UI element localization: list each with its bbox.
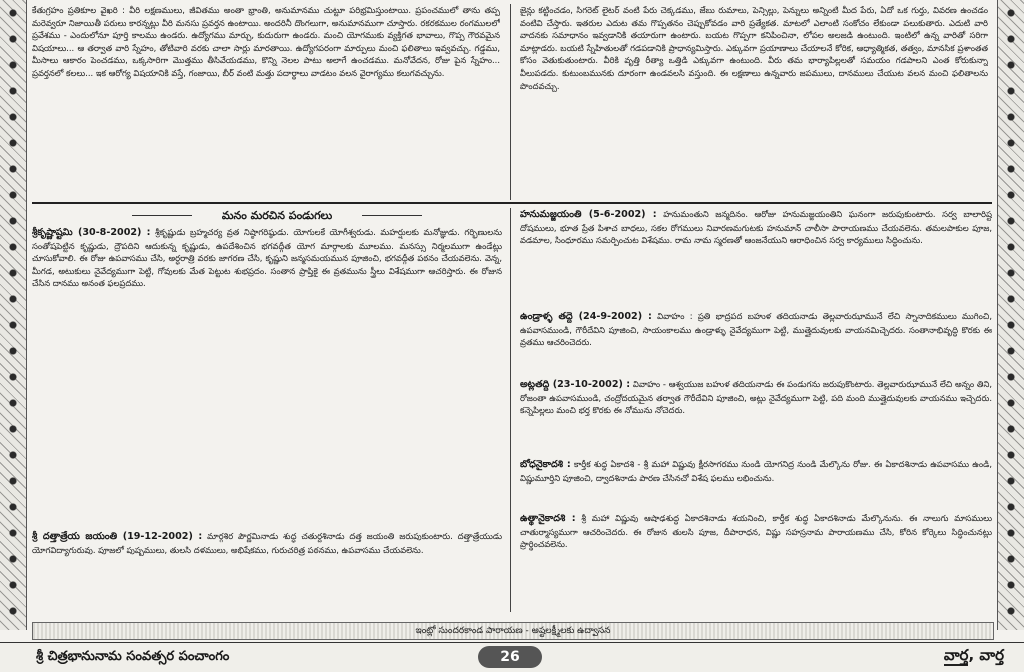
- undralla-paragraph: [520, 310, 992, 374]
- festivals-left-column: [32, 226, 502, 611]
- festivals-right-column: [520, 208, 992, 613]
- bodhana-paragraph: [520, 458, 992, 508]
- hanuman-heading: హనుమజ్జయంతి (5-6-2002) :: [520, 209, 657, 220]
- top-left-text: కేతుగ్రహం ప్రతికూల వైఖరి : వీరి లక్షణములు, జీవితము అంతా భ్రాంతి, అనుమానము చుట్టూ పరిభ్రమిస్తుంటాయి. ప్రపంచములో తాను తప్ప మరెవ్వరూ నిజాయితీ పరులు కారన్నట్లు వీరి మనసు ప్రవర్తన ఉంటాయి. అందరినీ దొంగలుగా, అనుమానముగా చూస్తారు. రకరకముల రంగములలో ప్రవేశము - ఎందులోనూ పూర్తి కాలము ఉండరు. ఉద్యోగము మార్చు, కుదురుగా ఉండరు. మంచి యోగముకు వ్యక్తిగత భావాలు, గొప్ప గౌరవమైన విషయాలు... ఆ తర్వాత వారి స్నేహం, తోటివారి వరకు చాలా సార్లు మారతాయి. ఉద్యోగపరంగా మార్పులు మంచి ఫలితాలు ఇవ్వవచ్చు. గడ్డము, మీసాలు ఆకారం పెంచడము, ఒక్కసారిగా మొత్తము తీసివేయడము, కొన్ని నెలల పాటు అలాగే ఉంచడము. మనోవేదన, రోజు పైన స్నేహం... ప్రవర్తనలో కలలు... ఇక ఆరోగ్య విషయానికి వస్తే, గంజాయి, బీర్ వంటి మత్తు పదార్థాలు వాడటం వలన వైరాగ్యము కలుగవచ్చును.: [32, 5, 500, 78]
- utthana-text: శ్రీ మహా విష్ణువు ఆషాఢశుద్ధ ఏకాదశినాడు శయనించి, కార్తీక శుద్ధ ఏకాదశినాడు మేల్కొనును. ఈ నాలుగు మాసములు చాతుర్మాస్యముగా ఆచరించెదరు. ఈ రోజున తులసి పూజ, దీపారాధన, విష్ణు సహస్రనామ పారాయణము చేసి, కోరిన కోర్కెలు సిద్ధించునట్లు ప్రార్థించవలెను.: [520, 513, 992, 550]
- page-number: 26: [478, 646, 542, 668]
- krishnashtami-text: శ్రీకృష్ణుడు బ్రహ్మచర్య వ్రత నిష్ఠాగరిష్ఠుడు. యోగులకే యోగీశ్వరుడు. మహర్షులకు మనోజ్ఞుడు. గర్భిణులను సంతోషపెట్టిన కృష్ణుడు, ద్రౌపదిని ఆదుకున్న కృష్ణుడు, ఉపదేశించిన భగవద్గీత యోగ మార్గాలకు మూలము. మనస్సు నిర్మలముగా ఉండేట్లు చూసుకోవాలి. ఈ రోజు ఉపవాసము చేసి, అర్ధరాత్రి వరకు జాగరణ చేసి, కృష్ణుని జన్మసమయమున పూజించి, భగవద్గీత పఠనం చేయవలెను. వెన్న, మీగడ, అటుకులు నైవేద్యముగా పెట్టి, గోవులకు మేత పెట్టుట శుభప్రదం. సంతాన ప్రాప్తికై ఈ వ్రతమును స్త్రీలు విశేషముగా ఆచరిస్తారు. ఈ రోజున చేసిన దానము అనంత ఫలప్రదము.: [32, 227, 502, 289]
- hanuman-text: హనుమంతుని జన్మదినం. ఆరోజు హనుమజ్జయంతిని ఘనంగా జరుపుకుంటారు. సర్వ బాలారిష్ట దోషములు, భూత ప్రేత పిశాచ బాధలు, సకల రోగములు నివారణమగుటకు హనుమాన్ చాలీసా పారాయణము చేయవలెను. తమలపాకుల పూజ, వడమాల, సింధూరము సమర్పించుట విశేషము. రామ నామ స్మరణతో ఆంజనేయుని ఆరాధించిన సర్వ కార్యములు సిద్ధించును.: [520, 209, 992, 246]
- footer-strip-text: ఇంట్లో సుందరకాండ పారాయణ - అష్టలక్ష్మీలకు ఉద్వాసన: [415, 626, 611, 636]
- content-area: [32, 4, 992, 620]
- brand-part-2: వార్త: [979, 646, 1004, 664]
- undralla-text: వివాహం : ప్రతి భాద్రపద బహుళ తదియనాడు తెల్లవారుఝామునే లేచి స్నానాదికములు ముగించి, ఉపవాసముండి, గౌరీదేవిని పూజించి, సాయంకాలము ఉండ్రాళ్ళు నైవేద్యముగా పెట్టి, ముత్తైదువులకు వాయనమిచ్చెదరు. సంతానాభివృద్ధి కొరకు ఈ వ్రతము ఆచరించెదరు.: [520, 311, 992, 348]
- section-title-text: మనం మరచిన పండుగలు: [221, 209, 333, 222]
- undralla-heading: ఉండ్రాళ్ళ తద్దె (24-9-2002) :: [520, 311, 652, 322]
- title-rule-left: [132, 215, 192, 216]
- utthana-paragraph: [520, 512, 992, 602]
- section-divider: [32, 202, 992, 204]
- top-right-text: జైన్లు కట్టించడం, సిగరెట్ లైటర్ వంటి పేరు చెక్కడము, జేబు రుమాలు, పెన్సిల్లు, పెన్నులు అన్నింటి మీద పేరు, ఏదో ఒక గుర్తు, వివరణ ఉంచడం వంటివి చేస్తారు. ఇతరుల ఎదుట తమ గొప్పతనం చెప్పుకోవడం వారి ప్రత్యేకత. మాటలో ఎలాంటి సంకోచం లేకుండా పలుకుతారు. ఎదుటి వారి వాదనకు సమాధానం ఇవ్వడానికి తయారుగా ఉంటారు. బయట గొప్పగా కనిపించినా, లోపల అలజడి ఉంటుంది. ఇంటిలో ఉన్న వారితో సరిగా మాట్లాడరు. బయటి స్నేహితులతో గడపడానికి ప్రాధాన్యమిస్తారు. ఎక్కువగా ప్రయాణాలు చేయాలనే కోరిక, ఆధ్యాత్మికత, తత్వం, మానసిక ప్రశాంతత కోసం వెతుకుతుంటారు. వీరికి వృత్తి రీత్యా ఒత్తిడి ఎక్కువగా ఉంటుంది. వీరు తమ భార్యాపిల్లలతో సమయం గడపాలని ఎంత కోరుకున్నా వీలుపడదు. కుటుంబమునకు దూరంగా ఉండవలసి వస్తుంది. ఈ లక్షణాలు ఉన్నవారు జపములు, దానములు చేయుట వలన మంచి ఫలితాలను పొందవచ్చు.: [520, 5, 988, 91]
- decorative-border-right: [997, 0, 1024, 630]
- brand-part-1: వార్త: [943, 646, 969, 664]
- column-divider-top: [510, 4, 511, 200]
- atlataddi-text: వివాహం - ఆశ్వయుజ బహుళ తదియనాడు ఈ పండుగను జరుపుకొంటారు. తెల్లవారుఝామునే లేచి అన్నం తిని, రోజంతా ఉపవాసముండి, చంద్రోదయమైన తర్వాత గౌరీదేవిని పూజించి, అట్లు నైవేద్యముగా పెట్టి, పది మంది ముత్తైదువులకు వాయనము ఇచ్చెదరు. కన్నెపిల్లలు మంచి భర్త కొరకు ఈ నోమును నోచెదరు.: [520, 379, 992, 416]
- bodhana-heading: బోధనైకాదశి :: [520, 459, 571, 470]
- atlataddi-paragraph: [520, 378, 992, 454]
- atlataddi-heading: అట్లతద్ది (23-10-2002) :: [520, 379, 631, 390]
- title-rule-right: [362, 215, 422, 216]
- almanac-title: శ్రీ చిత్రభానునామ సంవత్సర పంచాంగం: [36, 649, 230, 664]
- footer-bar: [0, 642, 1024, 672]
- top-right-column: [520, 4, 988, 198]
- krishnashtami-heading: శ్రీకృష్ణాష్టమి (30-8-2002) :: [32, 227, 151, 238]
- hanuman-paragraph: [520, 208, 992, 306]
- krishnashtami-paragraph: [32, 226, 502, 526]
- top-left-column: [32, 4, 500, 198]
- utthana-heading: ఉత్థానైకాదశి :: [520, 513, 576, 524]
- bodhana-text: కార్తీక శుద్ధ ఏకాదశి - శ్రీ మహా విష్ణువు క్షీరసాగరము నుండి యోగనిద్ర నుండి మేల్కొను రోజు. ఈ ఏకాదశినాడు ఉపవాసము ఉండి, విష్ణుమూర్తిని పూజించి, ద్వాదశినాడు పారణ చేసినచో విశేష ఫలము లభించును.: [520, 459, 992, 483]
- dattatreya-heading: శ్రీ దత్తాత్రేయ జయంతి (19-12-2002) :: [32, 531, 203, 542]
- footer-strip: [32, 622, 994, 640]
- top-article: [32, 4, 992, 200]
- section-title: [132, 208, 422, 224]
- dattatreya-paragraph: [32, 530, 502, 610]
- dattatreya-text: మార్గశిర పౌర్ణమినాడు శుద్ధ చతుర్దశినాడు దత్త జయంతి జరుపుకుంటారు. దత్తాత్రేయుడు యోగవిద్యాగురువు. పూజలో పుష్పములు, తులసి దళములు, అభిషేకము, గురుచరిత్ర పఠనము, ఉపవాసము చేయవలెను.: [32, 531, 502, 555]
- column-divider-lower: [510, 208, 511, 612]
- brand-logo: వార్త, వార్త: [943, 646, 1004, 664]
- decorative-border-left: [0, 0, 27, 630]
